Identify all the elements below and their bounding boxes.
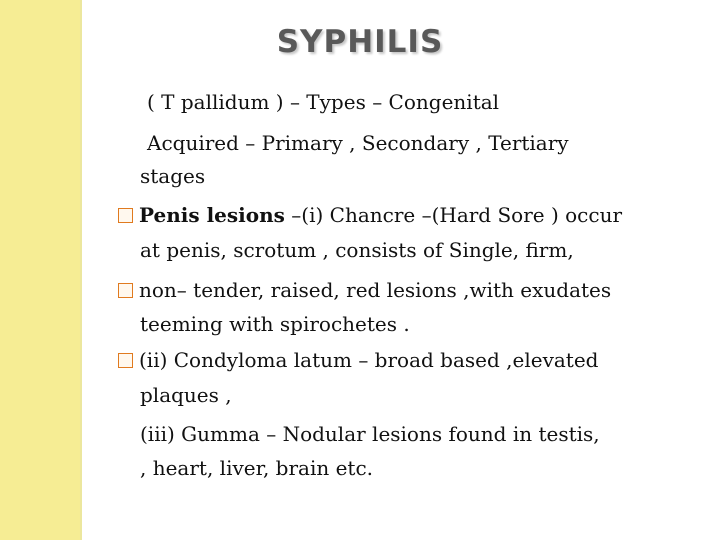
bullet-bold-label: Penis lesions	[139, 203, 285, 227]
decorative-side-stripe	[80, 0, 82, 540]
square-bullet-icon	[118, 283, 133, 298]
bullet-item-non-tender	[118, 278, 611, 302]
text-line-gumma: (iii) Gumma – Nodular lesions found in testis,	[140, 422, 600, 446]
bullet-item-condyloma	[118, 348, 598, 372]
text-line-plaques: plaques ,	[140, 383, 232, 407]
text-line-spirochetes: teeming with spirochetes .	[140, 312, 410, 336]
slide-title: SYPHILIS	[276, 24, 444, 60]
bullet-text: (ii) Condyloma latum – broad based ,elevated	[139, 348, 599, 372]
text-line-penis-detail: at penis, scrotum , consists of Single, firm,	[140, 238, 574, 262]
text-line-types: ( T pallidum ) – Types – Congenital	[147, 90, 500, 114]
bullet-text: non– tender, raised, red lesions ,with exudates	[139, 278, 612, 302]
text-line-acquired: Acquired – Primary , Secondary , Tertiary	[147, 131, 569, 155]
square-bullet-icon	[118, 353, 133, 368]
text-line-stages: stages	[140, 164, 206, 188]
square-bullet-icon	[118, 208, 133, 223]
decorative-side-band	[0, 0, 80, 540]
bullet-item-penis-lesions	[118, 203, 622, 227]
bullet-text: –(i) Chancre –(Hard Sore ) occur	[284, 203, 623, 227]
text-line-organs: , heart, liver, brain etc.	[140, 456, 374, 480]
